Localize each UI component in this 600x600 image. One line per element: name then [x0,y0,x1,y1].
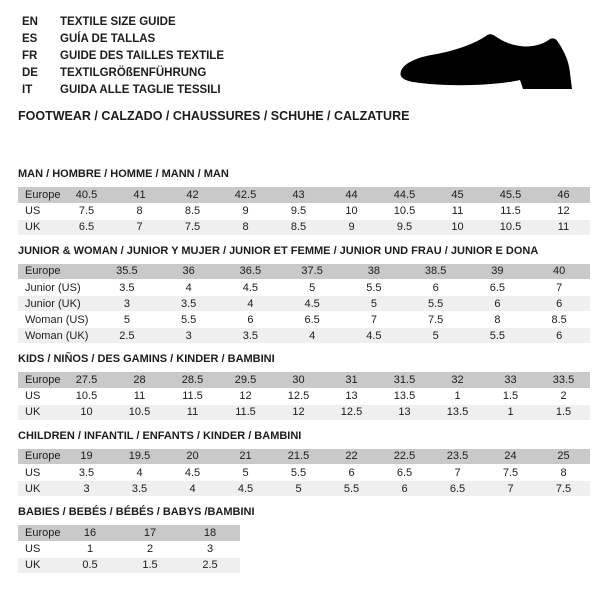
size-value: 11 [431,203,484,219]
size-value: 22.5 [378,449,431,465]
language-label: GUÍA DE TALLAS [60,33,156,45]
size-section [18,430,590,498]
size-section [18,245,590,345]
table-row [18,404,590,420]
size-value: 10.5 [113,404,166,420]
size-value: 3 [60,481,113,497]
language-row [22,14,600,31]
size-value: 6 [220,312,282,328]
size-value: 10 [431,219,484,235]
size-value: 6 [467,296,529,312]
size-value: 3.5 [220,328,282,344]
table-header-row [18,449,590,465]
header [0,0,600,99]
size-value: 16 [60,525,120,541]
size-value: 33 [484,372,537,388]
size-value: 35.5 [96,264,158,280]
size-value: 27.5 [60,372,113,388]
size-value: 0.5 [60,557,120,573]
row-label: Europe [18,525,60,541]
row-label: US [18,203,60,219]
size-value: 31.5 [378,372,431,388]
size-value: 10 [325,203,378,219]
size-value: 12 [537,203,590,219]
size-value: 7 [484,481,537,497]
size-value: 9.5 [378,219,431,235]
size-value: 2 [537,388,590,404]
size-value: 38.5 [405,264,467,280]
size-value: 31 [325,372,378,388]
size-value: 42.5 [219,187,272,203]
size-value: 11 [113,388,166,404]
size-value: 44.5 [378,187,431,203]
size-value: 5 [343,296,405,312]
row-label: US [18,465,60,481]
size-value: 3.5 [158,296,220,312]
table-row [18,465,590,481]
section-title: BABIES / BEBÉS / BÉBÉS / BABYS /BAMBINI [18,506,255,518]
row-label: Europe [18,264,96,280]
size-value: 28 [113,372,166,388]
size-value: 40 [528,264,590,280]
row-label: UK [18,557,60,573]
size-value: 4.5 [281,296,343,312]
size-table [18,525,240,574]
size-value: 44 [325,187,378,203]
size-value: 3.5 [96,280,158,296]
size-value: 7 [431,465,484,481]
size-value: 11 [537,219,590,235]
size-section [18,353,590,421]
size-value: 20 [166,449,219,465]
table-row [18,388,590,404]
language-code: FR [22,50,38,62]
size-value: 41 [113,187,166,203]
language-label: TEXTILE SIZE GUIDE [60,16,176,28]
language-code: IT [22,84,33,96]
language-code: DE [22,67,38,79]
size-value: 8.5 [272,219,325,235]
size-value: 6 [405,280,467,296]
size-value: 5 [219,465,272,481]
table-row [18,296,590,312]
size-value: 24 [484,449,537,465]
size-value: 6 [528,328,590,344]
size-value: 6 [378,481,431,497]
size-value: 3.5 [113,481,166,497]
size-value: 8 [537,465,590,481]
size-table [18,264,590,345]
size-value: 4 [281,328,343,344]
size-value: 7.5 [405,312,467,328]
language-label: GUIDA ALLE TAGLIE TESSILI [60,84,221,96]
size-value: 3 [180,541,240,557]
row-label: Europe [18,449,60,465]
size-value: 4 [166,481,219,497]
table-row [18,557,240,573]
size-value: 8 [113,203,166,219]
size-value: 7.5 [537,481,590,497]
size-table [18,449,590,498]
size-value: 25 [537,449,590,465]
size-value: 9 [325,219,378,235]
table-header-row [18,525,240,541]
size-value: 13 [378,404,431,420]
size-value: 5 [281,280,343,296]
size-value: 9.5 [272,203,325,219]
size-value: 9 [219,203,272,219]
size-value: 11.5 [166,388,219,404]
section-title: KIDS / NIÑOS / DES GAMINS / KINDER / BAMBINI [18,353,275,365]
size-value: 3.5 [60,465,113,481]
size-table [18,372,590,421]
language-label: GUIDE DES TAILLES TEXTILE [60,50,224,62]
size-value: 2.5 [96,328,158,344]
size-value: 8.5 [166,203,219,219]
size-value: 6 [528,296,590,312]
size-value: 4.5 [219,481,272,497]
size-value: 5.5 [158,312,220,328]
size-value: 22 [325,449,378,465]
size-value: 10.5 [60,388,113,404]
size-value: 37.5 [281,264,343,280]
size-value: 45.5 [484,187,537,203]
size-value: 5.5 [272,465,325,481]
size-tables [18,168,590,574]
size-value: 5.5 [325,481,378,497]
size-value: 6.5 [281,312,343,328]
size-value: 6.5 [431,481,484,497]
size-value: 1.5 [484,388,537,404]
size-value: 2.5 [180,557,240,573]
language-code: EN [22,16,38,28]
size-value: 1 [60,541,120,557]
size-value: 21.5 [272,449,325,465]
language-code: ES [22,33,38,45]
size-value: 28.5 [166,372,219,388]
size-value: 36.5 [220,264,282,280]
size-value: 7 [343,312,405,328]
size-value: 12 [272,404,325,420]
table-row [18,541,240,557]
size-value: 10.5 [484,219,537,235]
section-title: JUNIOR & WOMAN / JUNIOR Y MUJER / JUNIOR ET FEMME / JUNIOR UND FRAU / JUNIOR E DONA [18,244,539,257]
size-value: 7 [113,219,166,235]
size-value: 6.5 [467,280,529,296]
size-value: 5.5 [405,296,467,312]
size-value: 5 [96,312,158,328]
size-value: 6 [325,465,378,481]
table-header-row [18,264,590,280]
size-value: 29.5 [219,372,272,388]
size-value: 8 [467,312,529,328]
size-value: 43 [272,187,325,203]
row-label: UK [18,404,60,420]
size-value: 4.5 [166,465,219,481]
size-value: 45 [431,187,484,203]
table-row [18,203,590,219]
size-value: 46 [537,187,590,203]
size-value: 40.5 [60,187,113,203]
row-label: US [18,541,60,557]
language-label: TEXTILGRÖßENFÜHRUNG [60,67,207,79]
size-value: 39 [467,264,529,280]
size-value: 5.5 [343,280,405,296]
size-value: 12.5 [272,388,325,404]
size-value: 10.5 [378,203,431,219]
dress-shoe-icon [399,31,576,93]
size-value: 5 [405,328,467,344]
size-value: 6.5 [60,219,113,235]
size-value: 1.5 [120,557,180,573]
size-value: 7.5 [60,203,113,219]
size-value: 7 [528,280,590,296]
size-value: 7.5 [166,219,219,235]
row-label: Junior (US) [18,280,96,296]
size-value: 32 [431,372,484,388]
size-value: 33.5 [537,372,590,388]
size-value: 8.5 [528,312,590,328]
section-title: MAN / HOMBRE / HOMME / MANN / MAN [18,168,229,180]
size-value: 30 [272,372,325,388]
size-value: 1 [431,388,484,404]
table-header-row [18,187,590,203]
row-label: Europe [18,372,60,388]
size-section [18,168,590,236]
size-section [18,506,590,574]
row-label: UK [18,219,60,235]
size-value: 4.5 [220,280,282,296]
size-value: 2 [120,541,180,557]
size-value: 36 [158,264,220,280]
row-label: Woman (US) [18,312,96,328]
row-label: Junior (UK) [18,296,96,312]
size-value: 18 [180,525,240,541]
size-value: 12 [219,388,272,404]
size-value: 19.5 [113,449,166,465]
size-value: 1.5 [537,404,590,420]
size-value: 13 [325,388,378,404]
size-value: 19 [60,449,113,465]
row-label: UK [18,481,60,497]
size-value: 1 [484,404,537,420]
size-value: 11.5 [219,404,272,420]
size-value: 13.5 [378,388,431,404]
table-row [18,219,590,235]
row-label: Europe [18,187,60,203]
table-header-row [18,372,590,388]
row-label: US [18,388,60,404]
table-row [18,280,590,296]
size-value: 13.5 [431,404,484,420]
size-value: 4 [220,296,282,312]
size-value: 38 [343,264,405,280]
size-table [18,187,590,236]
size-value: 12.5 [325,404,378,420]
table-row [18,481,590,497]
table-row [18,312,590,328]
size-value: 4 [113,465,166,481]
row-label: Woman (UK) [18,328,96,344]
size-value: 5.5 [467,328,529,344]
size-value: 4 [158,280,220,296]
size-value: 11 [166,404,219,420]
size-value: 3 [158,328,220,344]
size-value: 8 [219,219,272,235]
size-value: 6.5 [378,465,431,481]
size-value: 11.5 [484,203,537,219]
section-title: CHILDREN / INFANTIL / ENFANTS / KINDER / BAMBINI [18,429,302,442]
size-value: 21 [219,449,272,465]
size-value: 7.5 [484,465,537,481]
size-value: 5 [272,481,325,497]
size-value: 10 [60,404,113,420]
size-value: 3 [96,296,158,312]
size-value: 4.5 [343,328,405,344]
size-value: 17 [120,525,180,541]
table-row [18,328,590,344]
category-title: FOOTWEAR / CALZADO / CHAUSSURES / SCHUHE / CALZATURE [18,109,410,123]
size-value: 23.5 [431,449,484,465]
size-value: 42 [166,187,219,203]
